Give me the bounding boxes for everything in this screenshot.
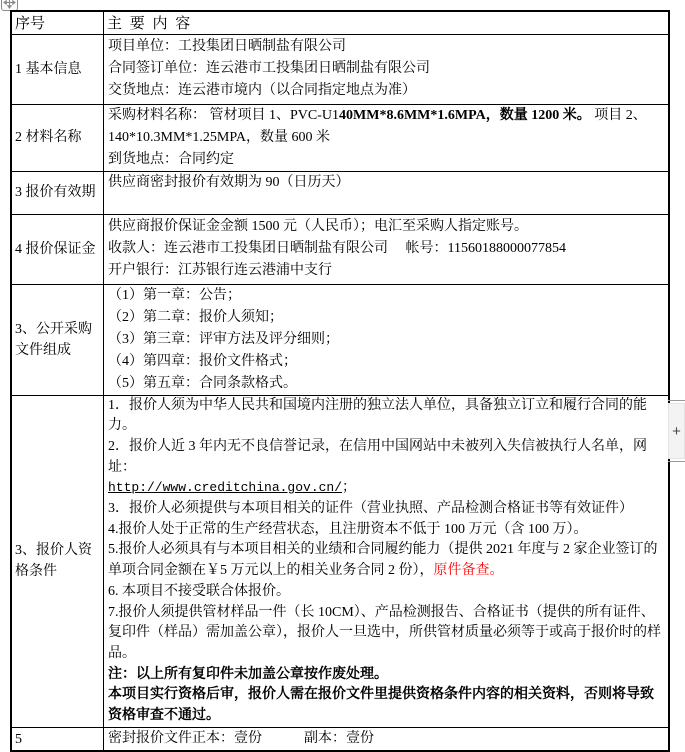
row-label: 3、公开采购文件组成 <box>11 284 104 395</box>
content-line <box>108 80 666 102</box>
table-row <box>11 727 669 751</box>
row-label: 1 基本信息 <box>11 34 104 104</box>
table-row <box>11 214 669 284</box>
row-content <box>104 34 670 104</box>
text-segment: 40MM*8.6MM*1.6MPA，数量 1200 米。 <box>339 107 591 123</box>
table-header-row <box>11 11 669 34</box>
row-content <box>104 284 670 395</box>
text-segment: 项目 2、 <box>590 107 647 123</box>
table-row <box>11 395 669 727</box>
content-line <box>108 540 666 581</box>
content-line <box>108 238 666 260</box>
row-content <box>104 214 670 284</box>
text-segment: （3）第三章：评审方法及评分细则； <box>108 331 339 347</box>
text-segment: 项目单位：工投集团日晒制盐有限公司 <box>108 39 346 54</box>
content-line <box>108 58 666 80</box>
header-col-main-content: 主 要 内 容 <box>104 11 670 34</box>
text-segment: （2）第二章：报价人须知； <box>108 309 283 325</box>
row-content <box>104 395 670 727</box>
row-content <box>104 104 670 171</box>
content-line <box>108 285 666 307</box>
text-segment: 原件备查。 <box>433 563 504 579</box>
row-content <box>104 727 670 751</box>
table-row <box>11 104 669 171</box>
content-line <box>108 582 666 603</box>
four-way-arrow-icon <box>4 0 15 8</box>
text-segment: 7.报价人须提供管材样品一件（长 10CM）、产品检测报告、合格证书（提供的所有证件、复印件（样品）需加盖公章），报价人一旦选中，所供管材质量必须等于或高于报价时的样品。 <box>108 604 661 661</box>
row-label: 4 报价保证金 <box>11 214 104 284</box>
text-segment: 采购材料名称： 管材项目 1、PVC-U1 <box>108 107 340 123</box>
content-line <box>108 396 666 437</box>
row-label: 3 报价有效期 <box>11 171 104 214</box>
content-line <box>108 520 666 541</box>
text-segment: 合同签订单位：连云港市工投集团日晒制盐有限公司 <box>108 61 430 76</box>
row-label: 5 <box>11 727 104 751</box>
text-segment: 140*10.3MM*1.25MPA，数量 600 米 <box>108 129 330 145</box>
content-line <box>108 437 666 478</box>
text-segment: 到货地点：合同约定 <box>108 151 234 167</box>
text-segment: 1．报价人须为中华人民共和国境内注册的独立法人单位，具备独立订立和履行合同的能力。 <box>108 397 647 434</box>
text-segment: 收款人：连云港市工投集团日晒制盐有限公司 帐号：11560188000077854 <box>108 241 566 256</box>
content-line <box>108 307 666 329</box>
text-segment: （1）第一章：公告； <box>108 287 241 303</box>
content-line <box>108 216 666 238</box>
content-line <box>108 373 666 395</box>
content-line <box>108 478 666 499</box>
creditchina-url-link[interactable]: http://www.creditchina.gov.cn/ <box>108 480 343 496</box>
content-line <box>108 499 666 520</box>
table-row <box>11 34 669 104</box>
text-segment: 4.报价人处于正常的生产经营状态，且注册资本不低于 100 万元（含 100 万）。 <box>108 521 588 537</box>
table-row <box>11 284 669 395</box>
expand-plus-button[interactable] <box>668 403 685 459</box>
procurement-summary-table <box>10 10 670 752</box>
text-segment: 6. 本项目不接受联合体报价。 <box>108 583 290 599</box>
header-col-serial: 序号 <box>11 11 104 34</box>
text-segment: （5）第五章：合同条款格式。 <box>108 375 297 391</box>
text-segment: 交货地点：连云港市境内（以合同指定地点为准） <box>108 83 416 98</box>
right-edge-widget <box>668 400 685 462</box>
text-segment: 注：以上所有复印件未加盖公章按作废处理。 <box>108 666 388 682</box>
text-segment: 2．报价人近 3 年内无不良信誉记录，在信用中国网站中未被列入失信被执行人名单，网址： <box>108 438 647 475</box>
row-label: 2 材料名称 <box>11 104 104 171</box>
row-content <box>104 171 670 214</box>
content-line <box>108 665 666 686</box>
row-label: 3、报价人资格条件 <box>11 395 104 727</box>
content-line <box>108 685 666 726</box>
content-line <box>108 36 666 58</box>
text-segment: 供应商密封报价有效期为 90（日历天） <box>108 174 350 190</box>
content-line <box>108 105 666 127</box>
content-line <box>108 260 666 282</box>
content-line <box>108 149 666 171</box>
text-segment: 密封报价文件正本：壹份 副本：壹份 <box>108 731 374 746</box>
plus-icon: + <box>672 422 681 440</box>
text-segment: 开户银行：江苏银行连云港浦中支行 <box>108 263 332 278</box>
text-segment: 5.报价人必须具有与本项目相关的业绩和合同履约能力（提供 2021 年度与 2 家企业签订的单项合同金额在￥5 万元以上的相关业务合同 2 份）， <box>108 542 658 579</box>
content-line <box>108 728 666 750</box>
text-segment: 供应商报价保证金金额 1500 元（人民币）；电汇至采购人指定账号。 <box>108 219 528 234</box>
text-segment: 3．报价人必须提供与本项目相关的证件（营业执照、产品检测合格证书等有效证件） <box>108 501 633 517</box>
widget-top-line <box>668 400 685 401</box>
text-segment: 本项目实行资格后审，报价人需在报价文件里提供资格条件内容的相关资料，否则将导致资格审查不通过。 <box>108 687 654 724</box>
table-row <box>11 171 669 214</box>
content-line <box>108 351 666 373</box>
content-line <box>108 127 666 149</box>
widget-bottom-line <box>668 461 685 462</box>
content-line <box>108 329 666 351</box>
text-segment: ； <box>342 480 357 496</box>
content-line <box>108 172 666 194</box>
text-segment: （4）第四章：报价文件格式； <box>108 353 297 369</box>
content-line <box>108 603 666 665</box>
